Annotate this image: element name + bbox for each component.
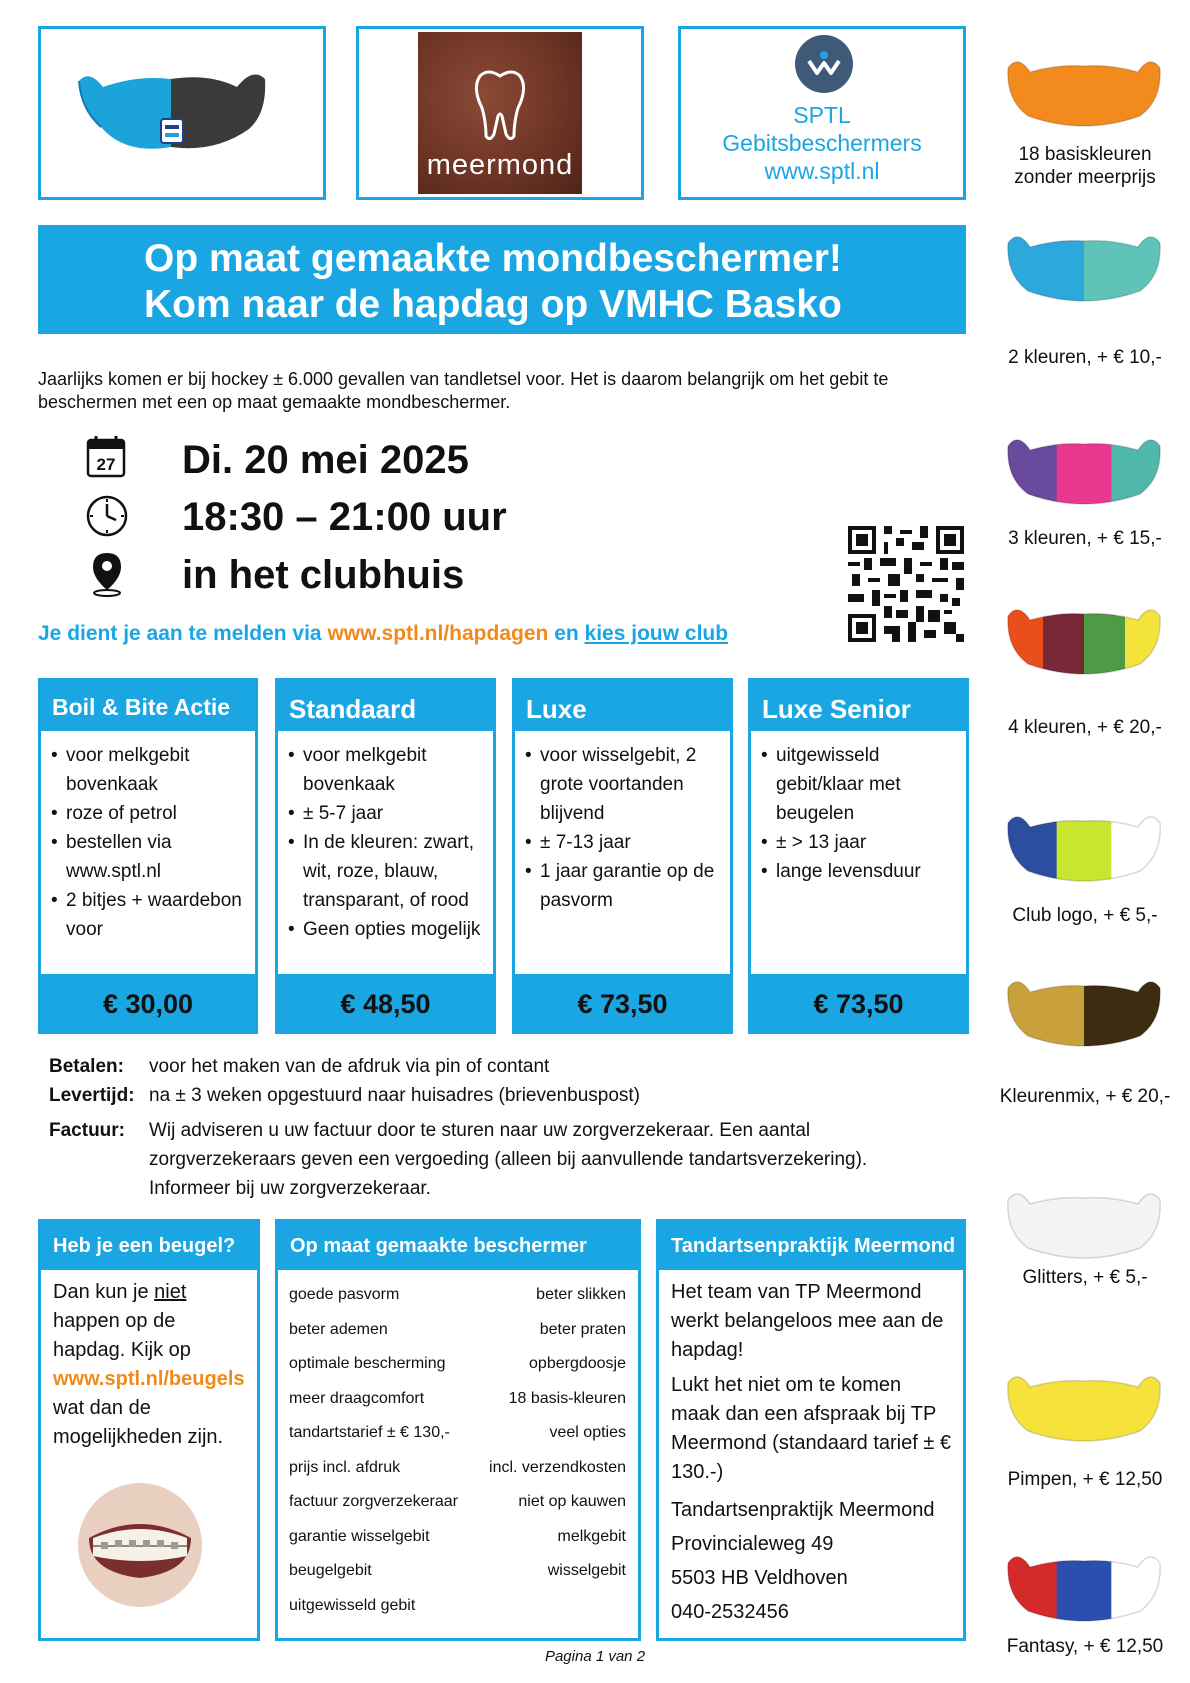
meermond-p1: Het team van TP Meermond werkt belangeloos mee aan de hapdag! [671, 1281, 944, 1361]
plan-feature: • voor melkgebit bovenkaak [51, 741, 251, 799]
mouthguard-variant-icon [1002, 598, 1166, 680]
meermond-wordmark: meermond [426, 149, 574, 181]
features-box [275, 1219, 641, 1641]
variant-label [990, 1468, 1180, 1491]
sptl-url[interactable]: www.sptl.nl [764, 158, 880, 184]
factuur-text: Wij adviseren u uw factuur door te sturen naar uw zorgverzekeraar. Een aantal zorgverzekeraars geven een vergoeding (alleen bij aanvullende tandartsverzekering). Informeer bij uw zorgverzekeraar. [149, 1120, 868, 1199]
plan-luxe-senior [748, 678, 969, 1034]
plan-boil-bite [38, 678, 258, 1034]
plan-feature: • lange levensduur [761, 857, 962, 886]
event-time: 18:30 – 21:00 uur [182, 495, 507, 539]
mouthguard-color-segment [1002, 1365, 1166, 1447]
feature-right: beter praten [539, 1320, 626, 1338]
feature-row [278, 1416, 638, 1451]
mouthguard-color-segment [1057, 428, 1113, 510]
meermond-title: Tandartsenpraktijk Meermond [659, 1222, 963, 1270]
variant-label-line: Kleurenmix, + € 20,- [999, 1086, 1171, 1107]
plan-feature: • ± 7-13 jaar [525, 828, 726, 857]
registration-text [38, 622, 728, 646]
mouthguard-variant-icon [1002, 970, 1166, 1052]
sptl-name: SPTL [793, 102, 851, 128]
meermond-phone[interactable]: 040-2532456 [671, 1601, 789, 1623]
features-title: Op maat gemaakte beschermer [278, 1222, 638, 1270]
location-pin-icon [84, 550, 130, 596]
variant-label [990, 716, 1180, 739]
event-date: Di. 20 mei 2025 [182, 438, 469, 482]
plan-price: € 30,00 [38, 974, 258, 1034]
mouthguard-color-segment [1043, 598, 1085, 680]
beugel-niet: niet [154, 1281, 187, 1303]
variant-label-line: 18 basiskleuren [1018, 144, 1152, 165]
meermond-box [656, 1219, 966, 1641]
feature-row [278, 1485, 638, 1520]
feature-left: meer draagcomfort [289, 1389, 425, 1407]
plan-feature: • In de kleuren: zwart, wit, roze, blauw, transparant, of rood [288, 828, 489, 915]
basko-mouthguard-icon [41, 29, 323, 197]
feature-right: opbergdoosje [529, 1355, 626, 1373]
plan-standaard [275, 678, 496, 1034]
plan-title: Luxe Senior [751, 681, 966, 731]
feature-left: factuur zorgverzekeraar [289, 1493, 458, 1511]
variant-label-line: zonder meerprijs [1014, 167, 1156, 188]
feature-left: beugelgebit [289, 1562, 372, 1580]
plan-price: € 48,50 [275, 974, 496, 1034]
plan-feature: • voor wisselgebit, 2 grote voortanden blijvend [525, 741, 726, 828]
meermond-logo-box [356, 26, 644, 200]
levertijd-label: Levertijd: [49, 1085, 135, 1106]
feature-right: niet op kauwen [518, 1493, 626, 1511]
mouthguard-color-segment [1084, 598, 1126, 680]
feature-row [278, 1313, 638, 1348]
variant-label-line: Pimpen, + € 12,50 [1007, 1469, 1163, 1490]
feature-row [278, 1278, 638, 1313]
variant-label-line: 2 kleuren, + € 10,- [1008, 347, 1162, 368]
variant-label [990, 527, 1180, 550]
beugel-text-part: Dan kun je [53, 1281, 155, 1303]
plan-luxe [512, 678, 733, 1034]
plan-feature: • 1 jaar garantie op de pasvorm [525, 857, 726, 915]
plan-feature: • uitgewisseld gebit/klaar met beugelen [761, 741, 962, 828]
feature-right: incl. verzendkosten [489, 1458, 626, 1476]
banner-line-2: Kom naar de hapdag op VMHC Basko [144, 283, 842, 326]
feature-right: melkgebit [557, 1527, 626, 1545]
mouthguard-variant-icon [1002, 1182, 1166, 1264]
event-location: in het clubhuis [182, 553, 465, 597]
variant-label [990, 904, 1180, 927]
plan-feature: • voor melkgebit bovenkaak [288, 741, 489, 799]
choose-club-link[interactable]: kies jouw club [584, 622, 729, 645]
calendar-icon [84, 434, 130, 480]
feature-row [278, 1520, 638, 1555]
variant-label-line: Club logo, + € 5,- [1012, 905, 1158, 926]
tooth-icon [418, 62, 582, 152]
factuur-label: Factuur: [49, 1120, 125, 1141]
feature-right: 18 basis-kleuren [508, 1389, 626, 1407]
sptl-tagline: Gebitsbeschermers [722, 130, 922, 156]
betalen-label: Betalen: [49, 1056, 124, 1077]
feature-left: prijs incl. afdruk [289, 1458, 401, 1476]
plan-price: € 73,50 [748, 974, 969, 1034]
beugel-box [38, 1219, 260, 1641]
beugel-text [41, 1270, 257, 1452]
variant-label [990, 143, 1180, 189]
plan-title: Boil & Bite Actie [41, 681, 255, 731]
meermond-logo [418, 32, 582, 194]
mouthguard-variant-icon [1002, 50, 1166, 132]
intro-text: Jaarlijks komen er bij hockey ± 6.000 gevallen van tandletsel voor. Het is daarom belangrijk om het gebit te beschermen met een op maat gemaakte mondbeschermer. [38, 369, 889, 412]
betalen-text: voor het maken van de afdruk via pin of contant [149, 1056, 550, 1077]
feature-row [278, 1554, 638, 1589]
feature-left: garantie wisselgebit [289, 1527, 430, 1545]
plan-price: € 73,50 [512, 974, 733, 1034]
feature-left: beter ademen [289, 1320, 388, 1338]
mouthguard-variant-icon [1002, 225, 1166, 307]
page-footer: Pagina 1 van 2 [544, 1648, 646, 1665]
feature-right: beter slikken [536, 1286, 626, 1304]
levertijd-text: na ± 3 weken opgestuurd naar huisadres (brievenbuspost) [149, 1085, 641, 1106]
feature-row [278, 1347, 638, 1382]
feature-right: veel opties [549, 1424, 626, 1442]
mouthguard-color-segment [1002, 50, 1166, 132]
feature-row [278, 1382, 638, 1417]
sptl-text [681, 101, 963, 185]
variant-label [990, 346, 1180, 369]
variant-label [990, 1266, 1180, 1289]
variant-label-line: Fantasy, + € 12,50 [1006, 1636, 1164, 1657]
clock-icon [84, 493, 130, 539]
mouthguard-variant-icon [1002, 1365, 1166, 1447]
plan-feature: • Geen opties mogelijk [288, 915, 489, 944]
variant-label-line: 3 kleuren, + € 15,- [1008, 528, 1162, 549]
beugel-text-part: happen op de hapdag. Kijk op [53, 1310, 191, 1361]
mouthguard-variant-icon [1002, 805, 1166, 887]
meermond-p2: Lukt het niet om te komen maak dan een afspraak bij TP Meermond (standaard tarief ± € 130.-) [671, 1374, 951, 1483]
sptl-emblem-icon [795, 35, 853, 93]
calendar-day: 27 [96, 455, 116, 474]
braces-smile-icon [75, 1480, 205, 1610]
hero-banner [38, 225, 966, 334]
register-url[interactable]: www.sptl.nl/hapdagen [327, 622, 549, 645]
register-middle: en [548, 622, 585, 645]
beugel-text-part: wat dan de mogelijkheden zijn. [53, 1397, 224, 1448]
feature-right: wisselgebit [547, 1562, 626, 1580]
mouthguard-color-segment [1057, 1545, 1113, 1627]
meermond-address-name: Tandartsenpraktijk Meermond [671, 1499, 935, 1521]
meermond-address-city: 5503 HB Veldhoven [671, 1567, 848, 1589]
banner-line-1: Op maat gemaakte mondbeschermer! [144, 237, 842, 280]
register-prefix: Je dient je aan te melden via [38, 622, 328, 645]
feature-row [278, 1589, 638, 1624]
beugel-title: Heb je een beugel? [41, 1222, 257, 1270]
meermond-body [659, 1270, 963, 1629]
variant-label-line: 4 kleuren, + € 20,- [1008, 717, 1162, 738]
beugels-link[interactable]: www.sptl.nl/beugels [53, 1368, 245, 1390]
variant-label-line: Glitters, + € 5,- [1022, 1267, 1148, 1288]
plan-title: Standaard [278, 681, 493, 731]
plan-title: Luxe [515, 681, 730, 731]
plan-feature: • ± 5-7 jaar [288, 799, 489, 828]
plan-feature: • ± > 13 jaar [761, 828, 962, 857]
meermond-address-street: Provincialeweg 49 [671, 1533, 834, 1555]
plan-feature: • bestellen via www.sptl.nl [51, 828, 251, 886]
variant-label [990, 1085, 1180, 1108]
features-list [278, 1270, 638, 1623]
sptl-logo-box [678, 26, 966, 200]
mouthguard-color-segment [1125, 598, 1166, 680]
feature-left: uitgewisseld gebit [289, 1596, 416, 1614]
mouthguard-variant-icon [1002, 428, 1166, 510]
feature-left: optimale bescherming [289, 1355, 446, 1373]
plan-feature: • roze of petrol [51, 799, 251, 828]
plan-feature: • 2 bitjes + waardebon voor [51, 886, 251, 944]
qr-code[interactable] [848, 526, 964, 642]
basko-mouthguard-logo-box [38, 26, 326, 200]
feature-left: goede pasvorm [289, 1286, 400, 1304]
mouthguard-variant-icon [1002, 1545, 1166, 1627]
mouthguard-color-segment [1057, 805, 1113, 887]
feature-left: tandartstarief ± € 130,- [289, 1424, 450, 1442]
feature-row [278, 1451, 638, 1486]
mouthguard-color-segment [1002, 1182, 1166, 1264]
